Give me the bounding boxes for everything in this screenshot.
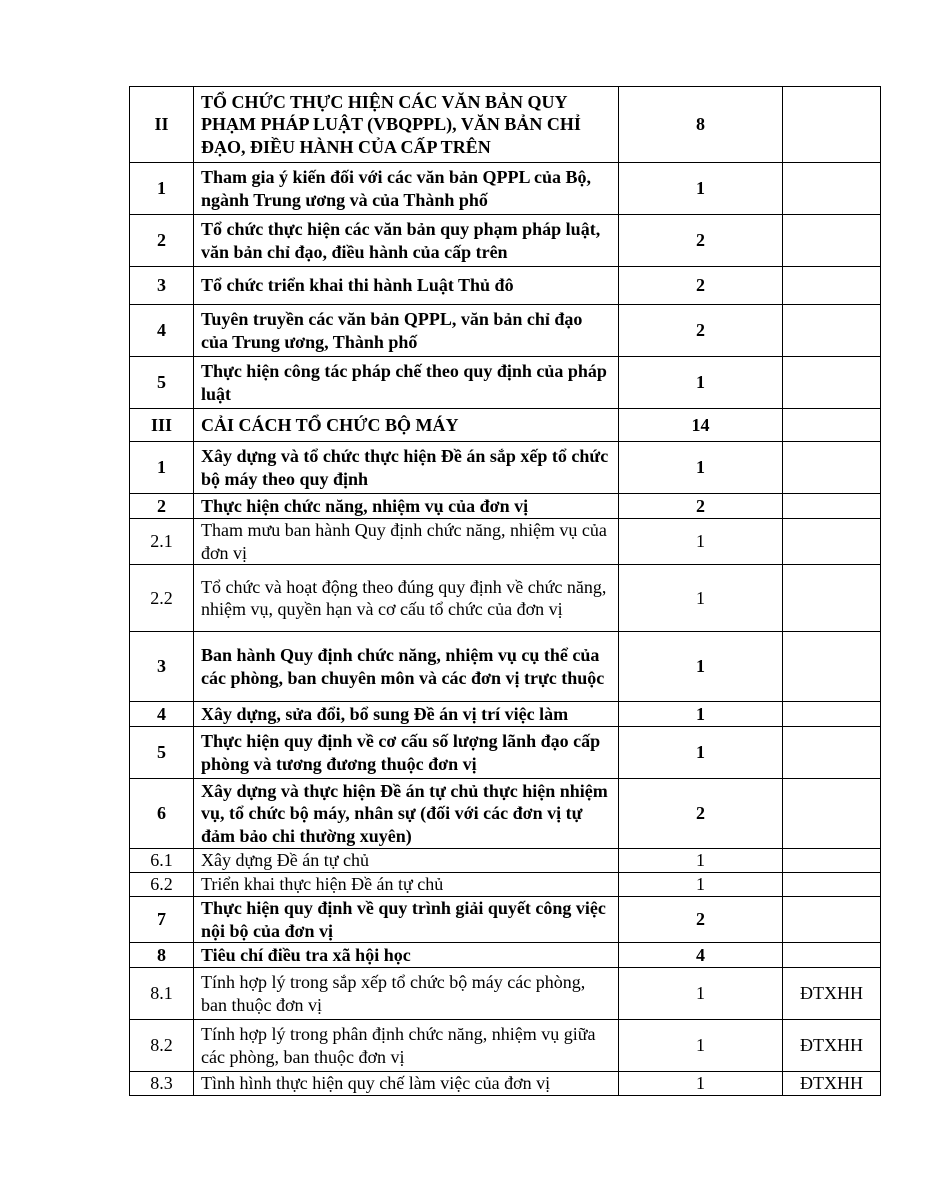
table-row: [130, 779, 881, 849]
row-score: 1: [619, 565, 783, 632]
row-score: 1: [619, 1020, 783, 1072]
row-number: 8.1: [130, 968, 194, 1020]
table-row: [130, 357, 881, 409]
row-number: 1: [130, 442, 194, 494]
table-row: [130, 442, 881, 494]
row-note: [783, 519, 881, 565]
row-content: Xây dựng và thực hiện Đề án tự chủ thực hiện nhiệm vụ, tổ chức bộ máy, nhân sự (đối với các đơn vị tự đảm bảo chi thường xuyên): [194, 779, 619, 849]
criteria-table: [129, 86, 881, 1096]
table-body: [130, 87, 881, 1096]
row-note: [783, 727, 881, 779]
table-row: [130, 163, 881, 215]
row-number: 8: [130, 943, 194, 968]
row-number: 7: [130, 897, 194, 943]
row-score: 1: [619, 1072, 783, 1096]
row-content: Tình hình thực hiện quy chế làm việc của đơn vị: [194, 1072, 619, 1096]
row-note: [783, 357, 881, 409]
row-number: 4: [130, 702, 194, 727]
row-number: 2.2: [130, 565, 194, 632]
row-note: [783, 215, 881, 267]
row-score: 2: [619, 779, 783, 849]
row-number: 6.2: [130, 873, 194, 897]
row-content: Triển khai thực hiện Đề án tự chủ: [194, 873, 619, 897]
row-number: 5: [130, 357, 194, 409]
table-row: [130, 1072, 881, 1096]
table-row: [130, 727, 881, 779]
row-number: 5: [130, 727, 194, 779]
row-score: 1: [619, 442, 783, 494]
row-note: [783, 849, 881, 873]
row-number: 2: [130, 215, 194, 267]
row-score: 1: [619, 968, 783, 1020]
row-score: 4: [619, 943, 783, 968]
row-score: 1: [619, 873, 783, 897]
row-content: CẢI CÁCH TỔ CHỨC BỘ MÁY: [194, 409, 619, 442]
row-score: 8: [619, 87, 783, 163]
row-note: [783, 267, 881, 305]
row-note: [783, 943, 881, 968]
row-content: Thực hiện chức năng, nhiệm vụ của đơn vị: [194, 494, 619, 519]
table-row: [130, 267, 881, 305]
row-note: [783, 897, 881, 943]
row-number: 3: [130, 632, 194, 702]
table-row: [130, 943, 881, 968]
row-content: TỔ CHỨC THỰC HIỆN CÁC VĂN BẢN QUY PHẠM PHÁP LUẬT (VBQPPL), VĂN BẢN CHỈ ĐẠO, ĐIỀU HÀNH CỦA CẤP TRÊN: [194, 87, 619, 163]
row-score: 1: [619, 727, 783, 779]
row-note: [783, 409, 881, 442]
row-note: [783, 702, 881, 727]
row-content: Thực hiện quy định về cơ cấu số lượng lãnh đạo cấp phòng và tương đương thuộc đơn vị: [194, 727, 619, 779]
row-note: ĐTXHH: [783, 1072, 881, 1096]
row-score: 1: [619, 519, 783, 565]
row-score: 2: [619, 897, 783, 943]
row-content: Tổ chức và hoạt động theo đúng quy định về chức năng, nhiệm vụ, quyền hạn và cơ cấu tổ chức của đơn vị: [194, 565, 619, 632]
row-note: [783, 632, 881, 702]
row-number: 1: [130, 163, 194, 215]
row-content: Thực hiện quy định về quy trình giải quyết công việc nội bộ của đơn vị: [194, 897, 619, 943]
row-score: 2: [619, 494, 783, 519]
row-number: III: [130, 409, 194, 442]
row-content: Xây dựng, sửa đổi, bổ sung Đề án vị trí việc làm: [194, 702, 619, 727]
row-note: [783, 442, 881, 494]
row-content: Tính hợp lý trong sắp xếp tổ chức bộ máy các phòng, ban thuộc đơn vị: [194, 968, 619, 1020]
row-score: 1: [619, 702, 783, 727]
table-row: [130, 215, 881, 267]
row-note: ĐTXHH: [783, 968, 881, 1020]
row-number: 8.2: [130, 1020, 194, 1072]
table-row: [130, 849, 881, 873]
row-content: Xây dựng và tổ chức thực hiện Đề án sắp xếp tổ chức bộ máy theo quy định: [194, 442, 619, 494]
table-row: [130, 409, 881, 442]
table-row: [130, 519, 881, 565]
table-row: [130, 968, 881, 1020]
row-note: [783, 494, 881, 519]
table-row: [130, 897, 881, 943]
table-row: [130, 873, 881, 897]
row-content: Xây dựng Đề án tự chủ: [194, 849, 619, 873]
row-number: II: [130, 87, 194, 163]
row-content: Tính hợp lý trong phân định chức năng, nhiệm vụ giữa các phòng, ban thuộc đơn vị: [194, 1020, 619, 1072]
row-score: 14: [619, 409, 783, 442]
row-score: 1: [619, 632, 783, 702]
table-row: [130, 1020, 881, 1072]
row-note: [783, 779, 881, 849]
row-content: Tuyên truyền các văn bản QPPL, văn bản chỉ đạo của Trung ương, Thành phố: [194, 305, 619, 357]
row-content: Tham gia ý kiến đối với các văn bản QPPL của Bộ, ngành Trung ương và của Thành phố: [194, 163, 619, 215]
row-note: [783, 87, 881, 163]
row-content: Tham mưu ban hành Quy định chức năng, nhiệm vụ của đơn vị: [194, 519, 619, 565]
row-score: 2: [619, 267, 783, 305]
row-number: 6: [130, 779, 194, 849]
row-content: Tổ chức triển khai thi hành Luật Thủ đô: [194, 267, 619, 305]
row-number: 2: [130, 494, 194, 519]
row-score: 2: [619, 215, 783, 267]
row-content: Tổ chức thực hiện các văn bản quy phạm pháp luật, văn bản chỉ đạo, điều hành của cấp trên: [194, 215, 619, 267]
row-note: [783, 163, 881, 215]
table-row: [130, 632, 881, 702]
row-score: 2: [619, 305, 783, 357]
row-note: ĐTXHH: [783, 1020, 881, 1072]
row-content: Tiêu chí điều tra xã hội học: [194, 943, 619, 968]
row-score: 1: [619, 357, 783, 409]
table-row: [130, 494, 881, 519]
table-row: [130, 87, 881, 163]
row-number: 2.1: [130, 519, 194, 565]
row-number: 3: [130, 267, 194, 305]
row-note: [783, 565, 881, 632]
table-row: [130, 565, 881, 632]
row-score: 1: [619, 163, 783, 215]
table-row: [130, 305, 881, 357]
row-number: 4: [130, 305, 194, 357]
row-number: 6.1: [130, 849, 194, 873]
row-note: [783, 305, 881, 357]
row-number: 8.3: [130, 1072, 194, 1096]
row-note: [783, 873, 881, 897]
row-content: Ban hành Quy định chức năng, nhiệm vụ cụ thể của các phòng, ban chuyên môn và các đơn vị trực thuộc: [194, 632, 619, 702]
table-row: [130, 702, 881, 727]
row-score: 1: [619, 849, 783, 873]
row-content: Thực hiện công tác pháp chế theo quy định của pháp luật: [194, 357, 619, 409]
